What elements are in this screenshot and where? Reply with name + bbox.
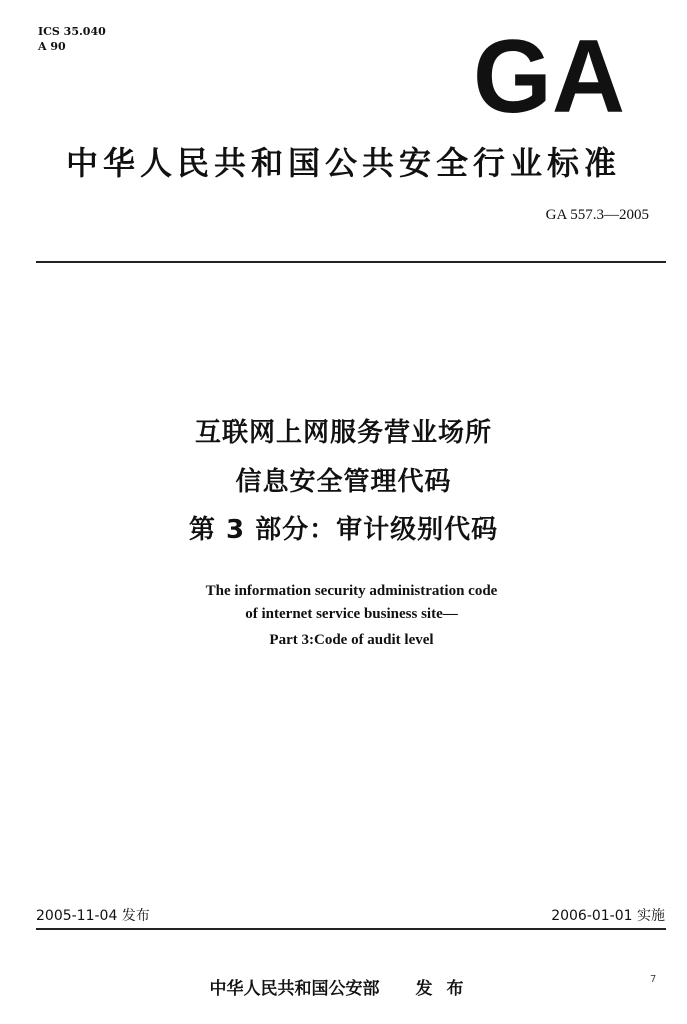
ics-code: ICS 35.040 — [38, 25, 106, 38]
issue-date: 2005-11-04 发布 — [36, 908, 150, 924]
title-zh-line-1: 互联网上网服务营业场所 — [194, 418, 492, 448]
page-mark: 7 — [650, 974, 657, 985]
title-en-line-1: The information security administration code — [205, 583, 498, 599]
organization-title: 中华人民共和国公共安全行业标准 — [65, 144, 621, 182]
footer-divider — [36, 928, 666, 930]
logo-text: GA — [473, 36, 625, 114]
ccs-code: A 90 — [38, 40, 66, 53]
title-zh-line-2: 信息安全管理代码 — [235, 467, 452, 497]
implementation-date: 2006-01-01 实施 — [551, 908, 665, 924]
title-en-line-2: of internet service business site— — [245, 606, 458, 622]
classification-codes — [38, 24, 106, 54]
publish-verb: 发布 — [415, 979, 478, 999]
publisher-line — [0, 974, 687, 999]
ga-logo — [472, 36, 627, 114]
title-zh-line-3: 第 3 部分：审计级别代码 — [188, 515, 499, 545]
standard-number: GA 557.3—2005 — [545, 207, 649, 223]
title-en-line-3: Part 3:Code of audit level — [269, 632, 434, 648]
header-divider — [36, 261, 666, 263]
publisher-name: 中华人民共和国公安部 — [209, 979, 380, 999]
